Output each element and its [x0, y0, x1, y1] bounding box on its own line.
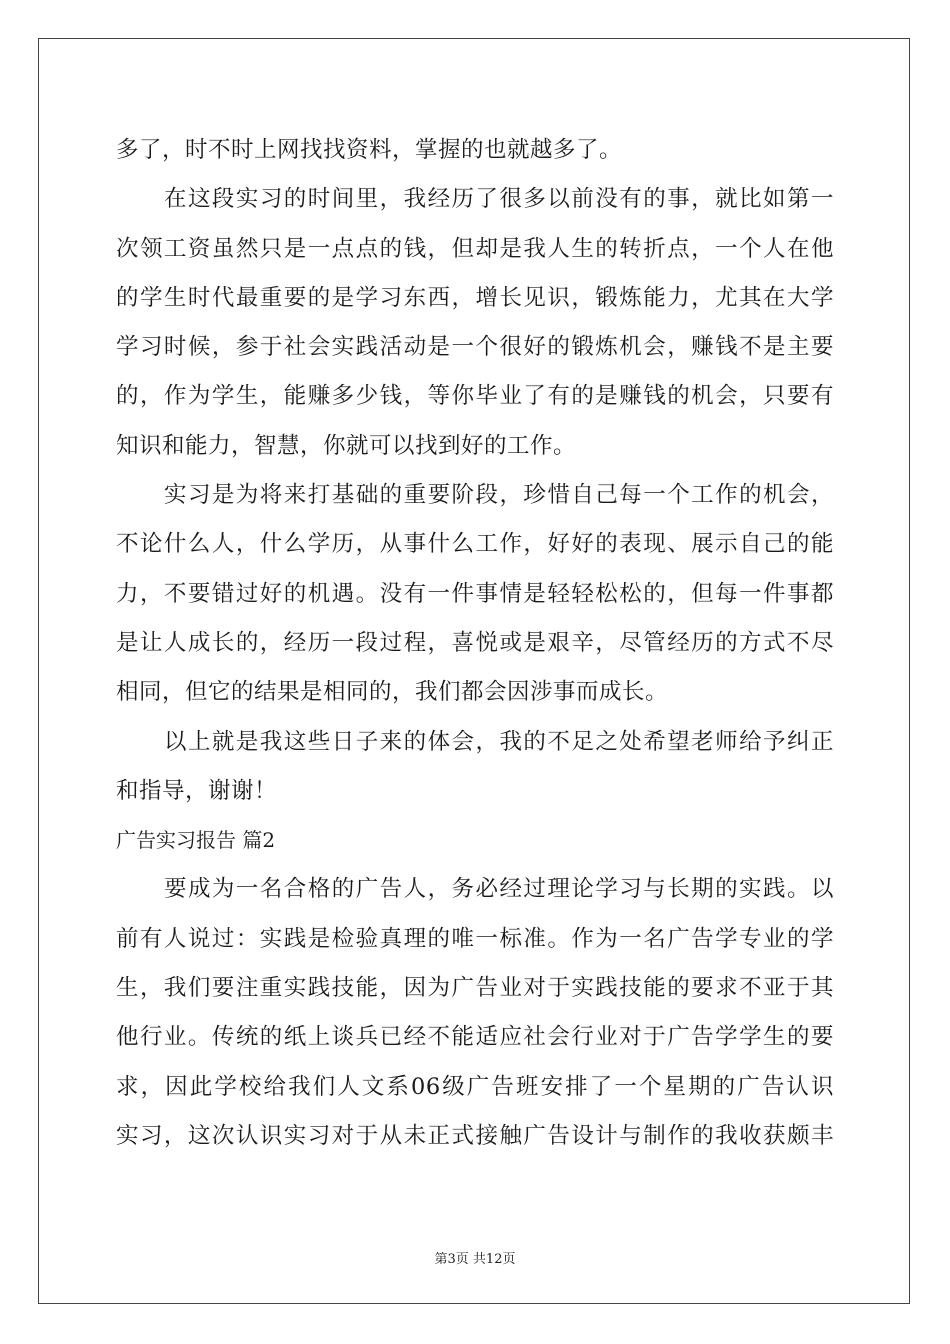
- paragraph-first-line: 要成为一名合格的广告人，务必经过理论学习与长期的实践。以: [164, 876, 834, 903]
- text-line: 学习时候，参于社会实践活动是一个很好的锻炼机会，赚钱不是主要: [116, 334, 834, 361]
- text-line: 他行业。传统的纸上谈兵已经不能适应社会行业对于广告学学生的要: [116, 1024, 834, 1051]
- text-line: 力，不要错过好的机遇。没有一件事情是轻轻松松的，但每一件事都: [116, 580, 834, 607]
- text-line: 实习，这次认识实习对于从未正式接触广告设计与制作的我收获颇丰: [116, 1122, 834, 1149]
- text-line: 和指导，谢谢！: [116, 777, 278, 804]
- paragraph-first-line: 以上就是我这些日子来的体会，我的不足之处希望老师给予纠正: [164, 728, 834, 755]
- text-line: 是让人成长的，经历一段过程，喜悦或是艰辛，尽管经历的方式不尽: [116, 629, 834, 656]
- text-line: 多了，时不时上网找找资料，掌握的也就越多了。: [116, 137, 623, 163]
- text-line: 不论什么人，什么学历，从事什么工作，好好的表现、展示自己的能: [116, 531, 834, 558]
- text-line: 知识和能力，智慧，你就可以找到好的工作。: [116, 432, 577, 459]
- text-line: 次领工资虽然只是一点点的钱，但却是我人生的转折点，一个人在他: [116, 235, 834, 262]
- paragraph-first-line: 在这段实习的时间里，我经历了很多以前没有的事，就比如第一: [164, 186, 834, 213]
- document-body: [116, 126, 834, 1161]
- paragraph-first-line: 实习是为将来打基础的重要阶段，珍惜自己每一个工作的机会，: [164, 482, 834, 509]
- text-line: 生，我们要注重实践技能，因为广告业对于实践技能的要求不亚于其: [116, 975, 834, 1002]
- page-number-footer: 第3页 共12页: [434, 1252, 516, 1267]
- text-line: 前有人说过：实践是检验真理的唯一标准。作为一名广告学专业的学: [116, 925, 834, 952]
- section-heading: 广告实习报告 篇2: [116, 828, 276, 853]
- text-line: 求，因此学校给我们人文系06级广告班安排了一个星期的广告认识: [116, 1073, 834, 1100]
- text-line: 的，作为学生，能赚多少钱，等你毕业了有的是赚钱的机会，只要有: [116, 383, 834, 410]
- text-line: 相同，但它的结果是相同的，我们都会因涉事而成长。: [116, 679, 669, 706]
- text-line: 的学生时代最重要的是学习东西，增长见识，锻炼能力，尤其在大学: [116, 284, 834, 311]
